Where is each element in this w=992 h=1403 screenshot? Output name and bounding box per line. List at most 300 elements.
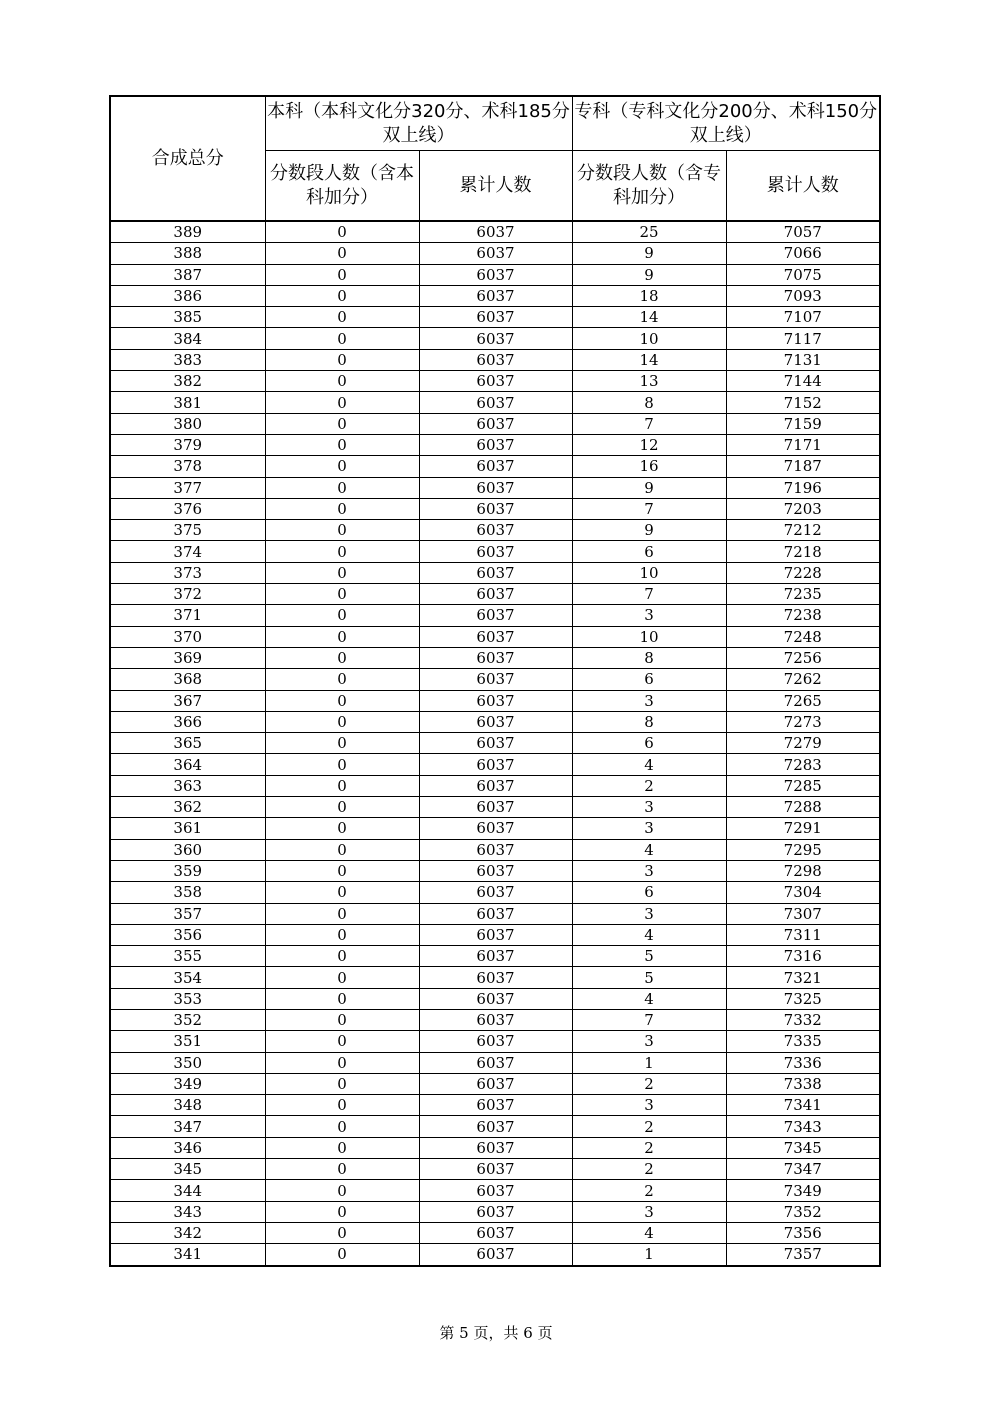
table-row [110,775,880,796]
cell-college-count: 10 [572,626,726,647]
cell-college-cumulative: 7341 [726,1095,880,1116]
cell-total-score: 364 [110,754,265,775]
cell-total-score: 348 [110,1095,265,1116]
cell-undergrad-cumulative: 6037 [419,477,572,498]
cell-college-cumulative: 7248 [726,626,880,647]
cell-undergrad-count: 0 [265,243,419,264]
cell-college-cumulative: 7357 [726,1244,880,1266]
cell-undergrad-count: 0 [265,1009,419,1030]
cell-college-cumulative: 7325 [726,988,880,1009]
cell-undergrad-cumulative: 6037 [419,882,572,903]
table-row [110,434,880,455]
cell-undergrad-cumulative: 6037 [419,647,572,668]
cell-college-count: 3 [572,690,726,711]
cell-undergrad-count: 0 [265,839,419,860]
cell-total-score: 377 [110,477,265,498]
cell-undergrad-cumulative: 6037 [419,733,572,754]
cell-college-cumulative: 7335 [726,1031,880,1052]
cell-college-count: 14 [572,307,726,328]
cell-total-score: 343 [110,1201,265,1222]
cell-total-score: 347 [110,1116,265,1137]
cell-undergrad-cumulative: 6037 [419,285,572,306]
table-row [110,1201,880,1222]
cell-undergrad-cumulative: 6037 [419,797,572,818]
table-row [110,797,880,818]
cell-total-score: 375 [110,520,265,541]
table-row [110,541,880,562]
table-row [110,924,880,945]
cell-undergrad-count: 0 [265,1244,419,1266]
table-header [110,96,880,221]
cell-college-cumulative: 7343 [726,1116,880,1137]
table-row [110,1180,880,1201]
cell-undergrad-cumulative: 6037 [419,328,572,349]
cell-undergrad-cumulative: 6037 [419,307,572,328]
cell-college-cumulative: 7316 [726,946,880,967]
table-row [110,392,880,413]
cell-undergrad-count: 0 [265,264,419,285]
cell-college-cumulative: 7171 [726,434,880,455]
table-row [110,711,880,732]
cell-undergrad-count: 0 [265,711,419,732]
cell-undergrad-count: 0 [265,818,419,839]
cell-college-count: 5 [572,946,726,967]
cell-undergrad-cumulative: 6037 [419,1244,572,1266]
cell-college-count: 6 [572,541,726,562]
table-row [110,669,880,690]
cell-undergrad-cumulative: 6037 [419,1159,572,1180]
table-row [110,1009,880,1030]
cell-college-count: 4 [572,754,726,775]
cell-undergrad-count: 0 [265,967,419,988]
cell-college-cumulative: 7075 [726,264,880,285]
cell-college-cumulative: 7345 [726,1137,880,1158]
cell-undergrad-cumulative: 6037 [419,967,572,988]
cell-college-cumulative: 7144 [726,371,880,392]
cell-college-count: 2 [572,1180,726,1201]
cell-college-count: 4 [572,924,726,945]
cell-undergrad-cumulative: 6037 [419,349,572,370]
cell-undergrad-cumulative: 6037 [419,754,572,775]
cell-total-score: 363 [110,775,265,796]
cell-undergrad-count: 0 [265,754,419,775]
cell-college-cumulative: 7152 [726,392,880,413]
cell-undergrad-cumulative: 6037 [419,264,572,285]
cell-undergrad-count: 0 [265,328,419,349]
cell-undergrad-count: 0 [265,775,419,796]
cell-college-count: 8 [572,392,726,413]
table-row [110,1137,880,1158]
cell-undergrad-count: 0 [265,584,419,605]
cell-undergrad-count: 0 [265,434,419,455]
header-undergrad-group: 本科（本科文化分320分、术科185分双上线） [265,96,572,151]
cell-college-cumulative: 7332 [726,1009,880,1030]
cell-college-cumulative: 7285 [726,775,880,796]
cell-undergrad-cumulative: 6037 [419,924,572,945]
cell-undergrad-count: 0 [265,1052,419,1073]
cell-total-score: 358 [110,882,265,903]
cell-total-score: 381 [110,392,265,413]
table-body [110,221,880,1266]
cell-undergrad-cumulative: 6037 [419,413,572,434]
cell-college-cumulative: 7238 [726,605,880,626]
cell-undergrad-count: 0 [265,520,419,541]
cell-college-count: 3 [572,1031,726,1052]
cell-total-score: 345 [110,1159,265,1180]
header-total-score: 合成总分 [110,96,265,221]
table-row [110,264,880,285]
cell-total-score: 368 [110,669,265,690]
cell-undergrad-cumulative: 6037 [419,1180,572,1201]
cell-college-count: 6 [572,733,726,754]
cell-college-count: 9 [572,243,726,264]
cell-college-cumulative: 7288 [726,797,880,818]
table-row [110,860,880,881]
cell-college-count: 12 [572,434,726,455]
cell-college-count: 10 [572,562,726,583]
header-undergrad-count: 分数段人数（含本科加分） [265,151,419,222]
cell-undergrad-cumulative: 6037 [419,1116,572,1137]
cell-undergrad-count: 0 [265,456,419,477]
cell-college-cumulative: 7304 [726,882,880,903]
cell-college-cumulative: 7256 [726,647,880,668]
score-distribution-table [109,95,881,1267]
table-row [110,1073,880,1094]
cell-undergrad-count: 0 [265,882,419,903]
cell-undergrad-cumulative: 6037 [419,860,572,881]
cell-college-count: 9 [572,477,726,498]
table-row [110,818,880,839]
cell-college-count: 13 [572,371,726,392]
cell-undergrad-count: 0 [265,647,419,668]
cell-undergrad-cumulative: 6037 [419,1222,572,1243]
cell-college-count: 2 [572,1116,726,1137]
cell-college-cumulative: 7187 [726,456,880,477]
cell-undergrad-count: 0 [265,669,419,690]
cell-undergrad-count: 0 [265,1180,419,1201]
cell-total-score: 355 [110,946,265,967]
table-row [110,839,880,860]
table-row [110,456,880,477]
table-row [110,349,880,370]
cell-college-cumulative: 7057 [726,221,880,243]
table-row [110,690,880,711]
cell-college-count: 9 [572,264,726,285]
cell-college-count: 5 [572,967,726,988]
cell-undergrad-cumulative: 6037 [419,584,572,605]
cell-college-count: 3 [572,797,726,818]
cell-undergrad-count: 0 [265,541,419,562]
cell-undergrad-count: 0 [265,498,419,519]
page-footer: 第 5 页，共 6 页 [439,1324,553,1342]
cell-undergrad-cumulative: 6037 [419,371,572,392]
cell-undergrad-count: 0 [265,221,419,243]
cell-total-score: 373 [110,562,265,583]
cell-college-count: 3 [572,1201,726,1222]
cell-undergrad-count: 0 [265,562,419,583]
cell-total-score: 371 [110,605,265,626]
cell-college-cumulative: 7307 [726,903,880,924]
table-row [110,754,880,775]
cell-college-cumulative: 7356 [726,1222,880,1243]
cell-college-cumulative: 7203 [726,498,880,519]
cell-total-score: 352 [110,1009,265,1030]
cell-undergrad-cumulative: 6037 [419,818,572,839]
table-row [110,1031,880,1052]
cell-total-score: 350 [110,1052,265,1073]
cell-undergrad-cumulative: 6037 [419,434,572,455]
cell-college-cumulative: 7349 [726,1180,880,1201]
cell-undergrad-cumulative: 6037 [419,456,572,477]
cell-total-score: 389 [110,221,265,243]
cell-undergrad-count: 0 [265,946,419,967]
table-row [110,647,880,668]
cell-college-count: 4 [572,839,726,860]
table-row [110,1116,880,1137]
cell-college-cumulative: 7295 [726,839,880,860]
cell-college-count: 7 [572,1009,726,1030]
cell-undergrad-count: 0 [265,307,419,328]
cell-undergrad-cumulative: 6037 [419,839,572,860]
cell-undergrad-cumulative: 6037 [419,669,572,690]
table-row [110,1095,880,1116]
table-row [110,328,880,349]
cell-total-score: 387 [110,264,265,285]
cell-college-count: 6 [572,669,726,690]
cell-total-score: 365 [110,733,265,754]
table-row [110,243,880,264]
table-row [110,371,880,392]
table-row [110,562,880,583]
cell-college-cumulative: 7131 [726,349,880,370]
table-row [110,903,880,924]
cell-undergrad-count: 0 [265,1031,419,1052]
cell-college-count: 2 [572,1159,726,1180]
cell-undergrad-count: 0 [265,626,419,647]
table-row [110,1244,880,1266]
cell-undergrad-cumulative: 6037 [419,498,572,519]
cell-college-count: 7 [572,584,726,605]
cell-college-cumulative: 7311 [726,924,880,945]
cell-total-score: 361 [110,818,265,839]
cell-undergrad-cumulative: 6037 [419,711,572,732]
header-college-group: 专科（专科文化分200分、术科150分双上线） [572,96,880,151]
cell-total-score: 379 [110,434,265,455]
cell-college-cumulative: 7291 [726,818,880,839]
cell-undergrad-count: 0 [265,733,419,754]
cell-undergrad-count: 0 [265,1137,419,1158]
table-row [110,626,880,647]
cell-college-cumulative: 7117 [726,328,880,349]
cell-college-count: 3 [572,605,726,626]
cell-college-cumulative: 7107 [726,307,880,328]
cell-total-score: 360 [110,839,265,860]
cell-total-score: 349 [110,1073,265,1094]
cell-undergrad-count: 0 [265,1222,419,1243]
table-row [110,520,880,541]
cell-undergrad-count: 0 [265,1159,419,1180]
cell-undergrad-count: 0 [265,988,419,1009]
cell-college-cumulative: 7279 [726,733,880,754]
cell-total-score: 374 [110,541,265,562]
cell-undergrad-cumulative: 6037 [419,775,572,796]
table-row [110,988,880,1009]
cell-college-cumulative: 7066 [726,243,880,264]
cell-college-count: 10 [572,328,726,349]
cell-undergrad-count: 0 [265,903,419,924]
cell-undergrad-cumulative: 6037 [419,562,572,583]
cell-undergrad-count: 0 [265,285,419,306]
cell-college-count: 2 [572,1073,726,1094]
cell-undergrad-cumulative: 6037 [419,903,572,924]
cell-total-score: 356 [110,924,265,945]
cell-college-cumulative: 7159 [726,413,880,434]
cell-undergrad-count: 0 [265,1095,419,1116]
cell-college-count: 1 [572,1244,726,1266]
cell-undergrad-count: 0 [265,1073,419,1094]
cell-total-score: 357 [110,903,265,924]
cell-undergrad-cumulative: 6037 [419,392,572,413]
header-undergrad-cumulative: 累计人数 [419,151,572,222]
cell-college-count: 8 [572,647,726,668]
cell-college-count: 4 [572,988,726,1009]
cell-total-score: 354 [110,967,265,988]
cell-college-cumulative: 7262 [726,669,880,690]
cell-total-score: 380 [110,413,265,434]
cell-total-score: 351 [110,1031,265,1052]
table-row [110,307,880,328]
cell-undergrad-count: 0 [265,797,419,818]
cell-total-score: 388 [110,243,265,264]
cell-undergrad-cumulative: 6037 [419,541,572,562]
cell-college-count: 8 [572,711,726,732]
cell-college-cumulative: 7212 [726,520,880,541]
table-row [110,882,880,903]
cell-undergrad-count: 0 [265,349,419,370]
table-row [110,584,880,605]
cell-college-count: 2 [572,1137,726,1158]
cell-college-cumulative: 7347 [726,1159,880,1180]
cell-college-cumulative: 7196 [726,477,880,498]
cell-total-score: 353 [110,988,265,1009]
table-row [110,413,880,434]
cell-college-cumulative: 7265 [726,690,880,711]
cell-total-score: 376 [110,498,265,519]
cell-college-count: 9 [572,520,726,541]
cell-undergrad-cumulative: 6037 [419,1137,572,1158]
cell-college-count: 3 [572,818,726,839]
cell-total-score: 366 [110,711,265,732]
table-row [110,605,880,626]
cell-undergrad-cumulative: 6037 [419,605,572,626]
cell-college-cumulative: 7298 [726,860,880,881]
cell-college-count: 7 [572,498,726,519]
cell-college-cumulative: 7273 [726,711,880,732]
cell-total-score: 385 [110,307,265,328]
cell-college-cumulative: 7352 [726,1201,880,1222]
cell-college-count: 1 [572,1052,726,1073]
cell-total-score: 382 [110,371,265,392]
cell-total-score: 369 [110,647,265,668]
cell-undergrad-count: 0 [265,1116,419,1137]
cell-undergrad-cumulative: 6037 [419,243,572,264]
cell-total-score: 341 [110,1244,265,1266]
table-row [110,285,880,306]
cell-undergrad-count: 0 [265,924,419,945]
cell-total-score: 367 [110,690,265,711]
cell-college-count: 3 [572,903,726,924]
cell-undergrad-cumulative: 6037 [419,1009,572,1030]
cell-undergrad-count: 0 [265,413,419,434]
cell-undergrad-cumulative: 6037 [419,1073,572,1094]
cell-undergrad-cumulative: 6037 [419,1095,572,1116]
cell-total-score: 342 [110,1222,265,1243]
cell-college-cumulative: 7283 [726,754,880,775]
cell-total-score: 383 [110,349,265,370]
cell-total-score: 370 [110,626,265,647]
cell-undergrad-count: 0 [265,605,419,626]
cell-total-score: 384 [110,328,265,349]
cell-college-count: 16 [572,456,726,477]
cell-total-score: 362 [110,797,265,818]
cell-college-count: 3 [572,1095,726,1116]
cell-college-count: 7 [572,413,726,434]
table-row [110,733,880,754]
table-row [110,946,880,967]
cell-total-score: 386 [110,285,265,306]
header-college-cumulative: 累计人数 [726,151,880,222]
cell-college-count: 3 [572,860,726,881]
cell-college-cumulative: 7321 [726,967,880,988]
table-row [110,1159,880,1180]
cell-undergrad-cumulative: 6037 [419,221,572,243]
table-row [110,221,880,243]
cell-college-cumulative: 7336 [726,1052,880,1073]
table-row [110,477,880,498]
cell-undergrad-count: 0 [265,371,419,392]
cell-undergrad-cumulative: 6037 [419,1052,572,1073]
table-row [110,967,880,988]
cell-college-count: 14 [572,349,726,370]
cell-undergrad-cumulative: 6037 [419,1031,572,1052]
cell-college-count: 4 [572,1222,726,1243]
cell-total-score: 372 [110,584,265,605]
cell-college-count: 6 [572,882,726,903]
cell-total-score: 378 [110,456,265,477]
cell-college-count: 2 [572,775,726,796]
cell-college-cumulative: 7218 [726,541,880,562]
cell-total-score: 346 [110,1137,265,1158]
cell-total-score: 344 [110,1180,265,1201]
cell-undergrad-cumulative: 6037 [419,988,572,1009]
table-row [110,1222,880,1243]
cell-college-count: 25 [572,221,726,243]
cell-undergrad-count: 0 [265,860,419,881]
header-college-count: 分数段人数（含专科加分） [572,151,726,222]
cell-undergrad-count: 0 [265,690,419,711]
cell-college-cumulative: 7338 [726,1073,880,1094]
table-row [110,498,880,519]
cell-total-score: 359 [110,860,265,881]
cell-undergrad-count: 0 [265,1201,419,1222]
cell-undergrad-count: 0 [265,477,419,498]
cell-undergrad-count: 0 [265,392,419,413]
cell-undergrad-cumulative: 6037 [419,946,572,967]
table-row [110,1052,880,1073]
cell-college-cumulative: 7235 [726,584,880,605]
cell-undergrad-cumulative: 6037 [419,1201,572,1222]
cell-college-cumulative: 7093 [726,285,880,306]
